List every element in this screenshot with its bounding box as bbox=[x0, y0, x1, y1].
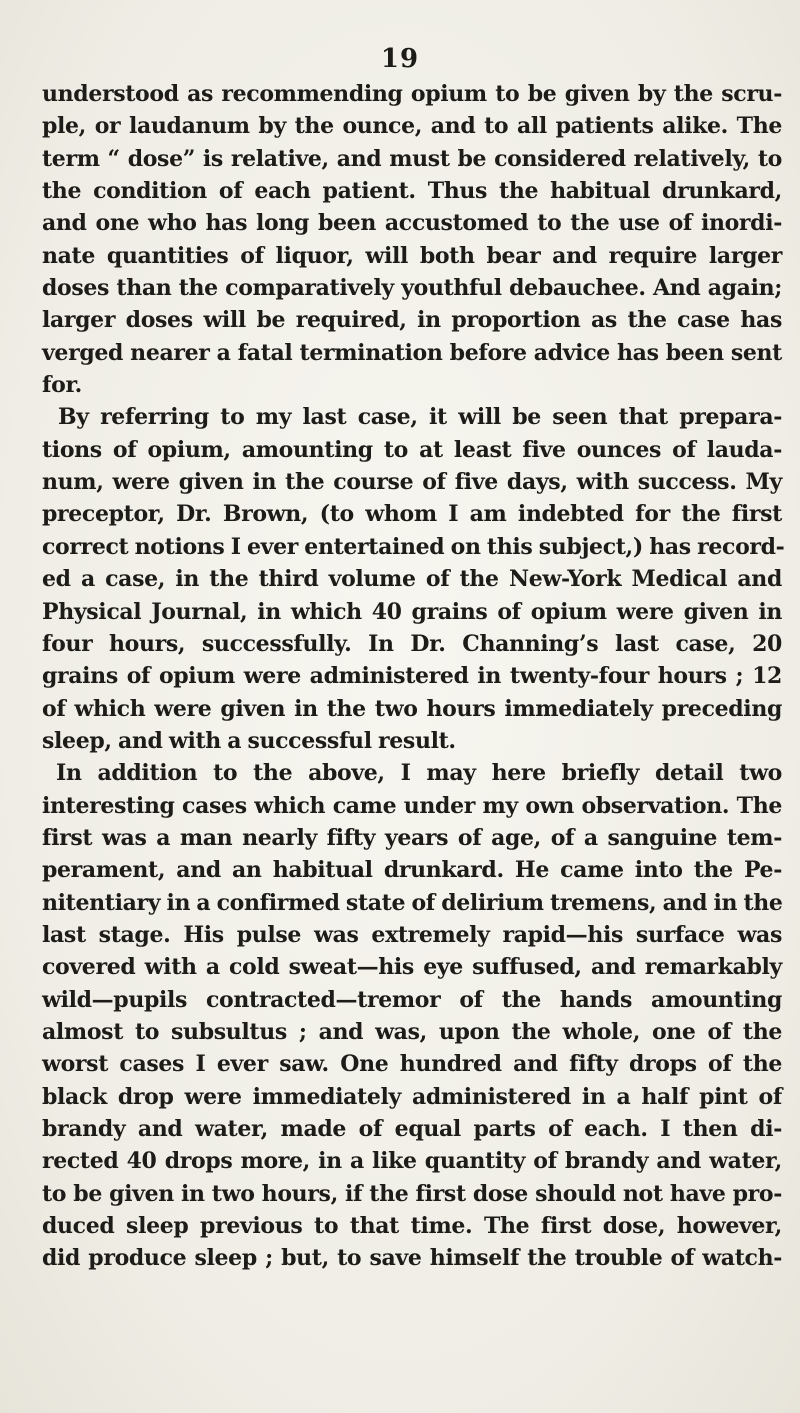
text-line: nate quantities of liquor, will both bear and require larger bbox=[42, 242, 782, 269]
text-line: worst cases I ever saw. One hundred and fifty drops of the bbox=[42, 1051, 782, 1078]
text-line: last stage. His pulse was extremely rapid—his surface was bbox=[42, 921, 782, 948]
text-line: ed a case, in the third volume of the New-York Medical and bbox=[42, 566, 782, 593]
text-line: ple, or laudanum by the ounce, and to all patients alike. The bbox=[42, 113, 782, 140]
text-line: term “ dose” is relative, and must be considered relatively, to bbox=[42, 145, 782, 172]
text-line: Physical Journal, in which 40 grains of opium were given in bbox=[42, 598, 782, 625]
text-line: and one who has long been accustomed to the use of inordi- bbox=[42, 210, 782, 237]
text-line: black drop were immediately administered in a half pint of bbox=[42, 1083, 782, 1110]
text-line: In addition to the above, I may here briefly detail two bbox=[56, 760, 782, 787]
text-line: interesting cases which came under my own observation. The bbox=[42, 792, 782, 819]
text-line: larger doses will be required, in proportion as the case has bbox=[42, 307, 782, 334]
text-line: duced sleep previous to that time. The first dose, however, bbox=[42, 1213, 782, 1240]
text-line: brandy and water, made of equal parts of each. I then di- bbox=[42, 1116, 782, 1142]
text-line: wild—pupils contracted—tremor of the hands amounting bbox=[42, 986, 782, 1013]
text-line: understood as recommending opium to be given by the scru- bbox=[42, 81, 782, 107]
text-line: four hours, successfully. In Dr. Channing’s last case, 20 bbox=[42, 630, 782, 657]
text-line: rected 40 drops more, in a like quantity of brandy and water, bbox=[42, 1148, 782, 1175]
text-line: the condition of each patient. Thus the habitual drunkard, bbox=[42, 178, 782, 205]
text-line: for. bbox=[42, 372, 82, 399]
text-line: doses than the comparatively youthful debauchee. And again; bbox=[42, 275, 782, 302]
text-line: preceptor, Dr. Brown, (to whom I am indebted for the first bbox=[42, 501, 782, 528]
text-line: perament, and an habitual drunkard. He came into the Pe- bbox=[42, 857, 782, 884]
text-line: did produce sleep ; but, to save himself the trouble of watch- bbox=[42, 1245, 782, 1272]
text-line: grains of opium were administered in twenty-four hours ; 12 bbox=[42, 663, 782, 690]
page-number: 19 bbox=[380, 44, 420, 74]
text-line: covered with a cold sweat—his eye suffused, and remarkably bbox=[42, 954, 782, 981]
text-line: By referring to my last case, it will be seen that prepara- bbox=[58, 404, 782, 431]
body-text bbox=[42, 78, 785, 1275]
text-line: of which were given in the two hours immediately preceding bbox=[42, 695, 782, 722]
text-line: correct notions I ever entertained on this subject,) has record- bbox=[42, 533, 785, 560]
text-line: almost to subsultus ; and was, upon the whole, one of the bbox=[42, 1018, 782, 1045]
text-line: to be given in two hours, if the first dose should not have pro- bbox=[42, 1180, 782, 1207]
text-line: sleep, and with a successful result. bbox=[42, 727, 456, 754]
text-line: tions of opium, amounting to at least five ounces of lauda- bbox=[42, 436, 782, 463]
text-line: num, were given in the course of five days, with success. My bbox=[42, 469, 782, 496]
text-line: verged nearer a fatal termination before advice has been sent bbox=[42, 339, 782, 366]
text-line: first was a man nearly fifty years of age, of a sanguine tem- bbox=[42, 824, 782, 851]
text-line: nitentiary in a confirmed state of delirium tremens, and in the bbox=[42, 889, 783, 916]
